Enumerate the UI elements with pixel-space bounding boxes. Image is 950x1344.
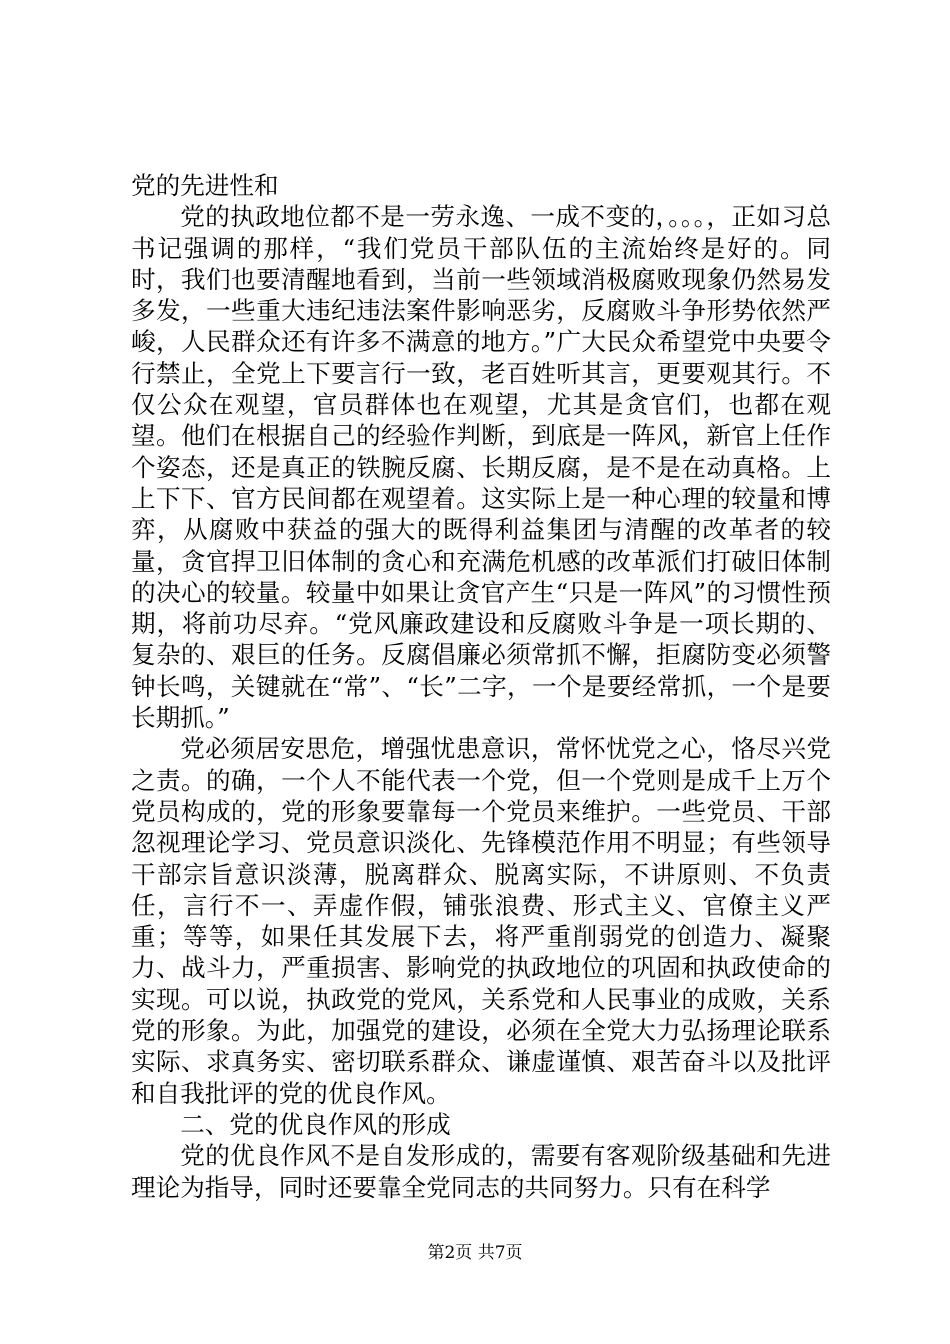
paragraph: 党的优良作风不是自发形成的，需要有客观阶级基础和先进理论为指导，同时还要靠全党同志的共同努力。只有在科学 [131, 1141, 831, 1202]
document-body [131, 170, 831, 1203]
section-heading: 二、党的优良作风的形成 [180, 1109, 451, 1139]
paragraph-fragment: 党的先进性和 [131, 171, 279, 200]
paragraph: 党的执政地位都不是一劳永逸、一成不变的，。。。，正如习总书记强调的那样，“我们党员干部队伍的主流始终是好的。同时，我们也要清醒地看到，当前一些领域消极腐败现象仍然易发多发，一些重大违纪违法案件影响恶劣，反腐败斗争形势依然严峻，人民群众还有许多不满意的地方。”广大民众希望党中央要令行禁止，全党上下要言行一致，老百姓听其言，更要观其行。不仅公众在观望，官员群体也在观望，尤其是贪官们，也都在观望。他们在根据自己的经验作判断，到底是一阵风，新官上任作个姿态，还是真正的铁腕反腐、长期反腐，是不是在动真格。上上下下、官方民间都在观望着。这实际上是一种心理的较量和博弈，从腐败中获益的强大的既得利益集团与清醒的改革者的较量，贪官捍卫旧体制的贪心和充满危机感的改革派们打破旧体制的决心的较量。较量中如果让贪官产生“只是一阵风”的习惯性预期，将前功尽弃。“党风廉政建设和反腐败斗争是一项长期的、复杂的、艰巨的任务。反腐倡廉必须常抓不懈，拒腐防变必须警钟长鸣，关键就在“常”、“长”二字，一个是要经常抓，一个是要长期抓。” [131, 202, 831, 733]
page-number-footer: 第2页 共7页 [427, 1243, 523, 1263]
paragraph: 党必须居安思危，增强忧患意识，常怀忧党之心，恪尽兴党之责。的确，一个人不能代表一个党，但一个党则是成千上万个党员构成的，党的形象要靠每一个党员来维护。一些党员、干部忽视理论学习、党员意识淡化、先锋模范作用不明显；有些领导干部宗旨意识淡薄，脱离群众、脱离实际，不讲原则、不负责任，言行不一、弄虚作假，铺张浪费、形式主义、官僚主义严重；等等，如果任其发展下去，将严重削弱党的创造力、凝聚力、战斗力，严重损害、影响党的执政地位的巩固和执政使命的实现。可以说，执政党的党风，关系党和人民事业的成败，关系党的形象。为此，加强党的建设，必须在全党大力弘扬理论联系实际、求真务实、密切联系群众、谦虚谨慎、艰苦奋斗以及批评和自我批评的党的优良作风。 [131, 734, 831, 1108]
